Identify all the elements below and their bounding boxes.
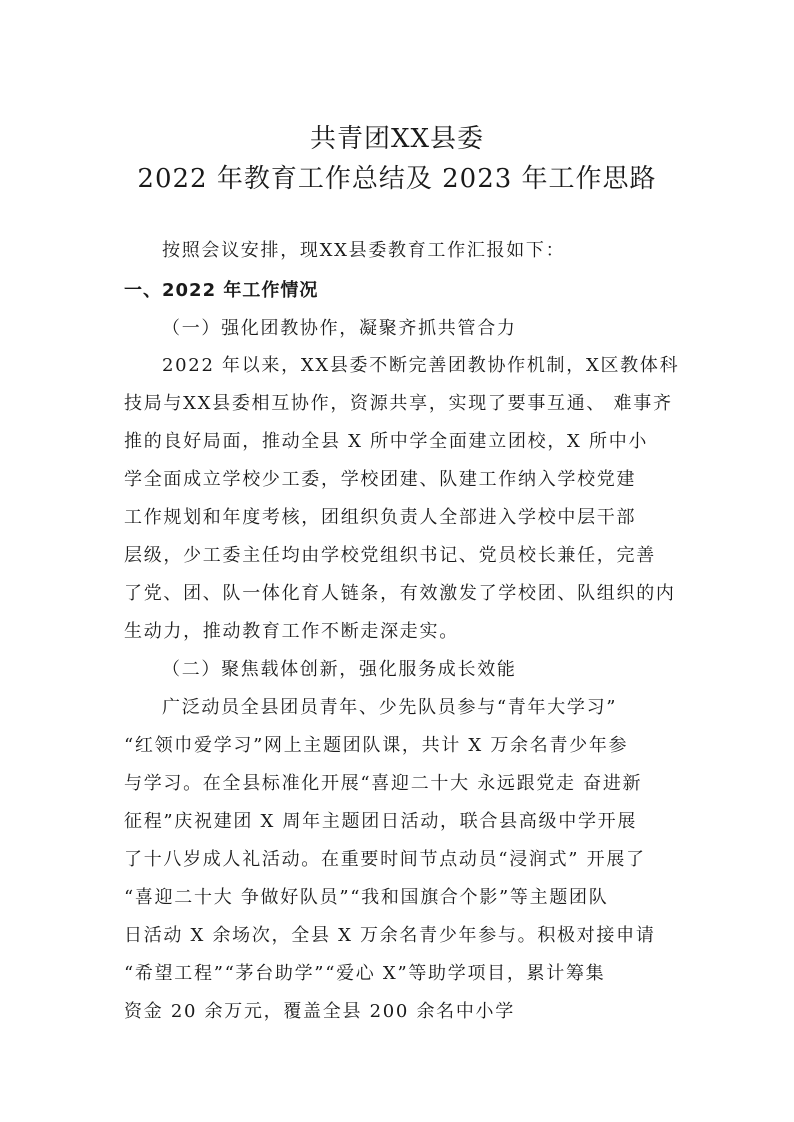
paragraph-2-line: 日活动 X 余场次，全县 X 万余名青少年参与。积极对接申请 — [124, 925, 656, 946]
paragraph-1-line: 层级，少工委主任均由学校党组织书记、党员校长兼任，完善 — [124, 545, 656, 566]
section-heading-1: 一、2022 年工作情况 — [124, 280, 319, 301]
paragraph-1-line: 学全面成立学校少工委，学校团建、队建工作纳入学校党建 — [124, 469, 637, 490]
paragraph-2-line: “红领巾爱学习”网上主题团队课，共计 X 万余名青少年参 — [124, 735, 629, 756]
paragraph-1-line: 推的良好局面，推动全县 X 所中学全面建立团校，X 所中小 — [124, 431, 649, 452]
paragraph-1-line: 2022 年以来，XX县委不断完善团教协作机制，X区教体科 — [162, 355, 680, 376]
paragraph-1-line: 技局与XX县委相互协作，资源共享，实现了要事互通、 难事齐 — [124, 393, 673, 414]
paragraph-2-line: 资金 20 余万元，覆盖全县 200 余名中小学 — [124, 1001, 515, 1022]
intro-paragraph: 按照会议安排，现XX县委教育工作汇报如下： — [162, 240, 566, 261]
subsection-heading-2: （二）聚焦载体创新，强化服务成长效能 — [162, 659, 517, 680]
paragraph-1-line: 生动力，推动教育工作不断走深走实。 — [124, 621, 459, 642]
paragraph-2-line: 了十八岁成人礼活动。在重要时间节点动员“浸润式” 开展了 — [124, 849, 646, 870]
paragraph-2-line: 广泛动员全县团员青年、少先队员参与“青年大学习” — [162, 697, 618, 718]
paragraph-2-line: “喜迎二十大 争做好队员”“我和国旗合个影”等主题团队 — [124, 887, 609, 908]
paragraph-2-line: 征程”庆祝建团 X 周年主题团日活动，联合县高级中学开展 — [124, 811, 638, 832]
paragraph-2-line: 与学习。在全县标准化开展“喜迎二十大 永远跟党走 奋进新 — [124, 773, 643, 794]
document-title-org: 共青团XX县委 — [309, 124, 485, 154]
paragraph-1-line: 工作规划和年度考核，团组织负责人全部进入学校中层干部 — [124, 507, 637, 528]
paragraph-2-line: “希望工程”“茅台助学”“爱心 X”等助学项目，累计筹集 — [124, 963, 606, 984]
paragraph-1-line: 了党、团、队一体化育人链条，有效激发了学校团、队组织的内 — [124, 583, 676, 604]
subsection-heading-1: （一）强化团教协作，凝聚齐抓共管合力 — [162, 318, 517, 339]
document-title-main: 2022 年教育工作总结及 2023 年工作思路 — [137, 164, 657, 194]
